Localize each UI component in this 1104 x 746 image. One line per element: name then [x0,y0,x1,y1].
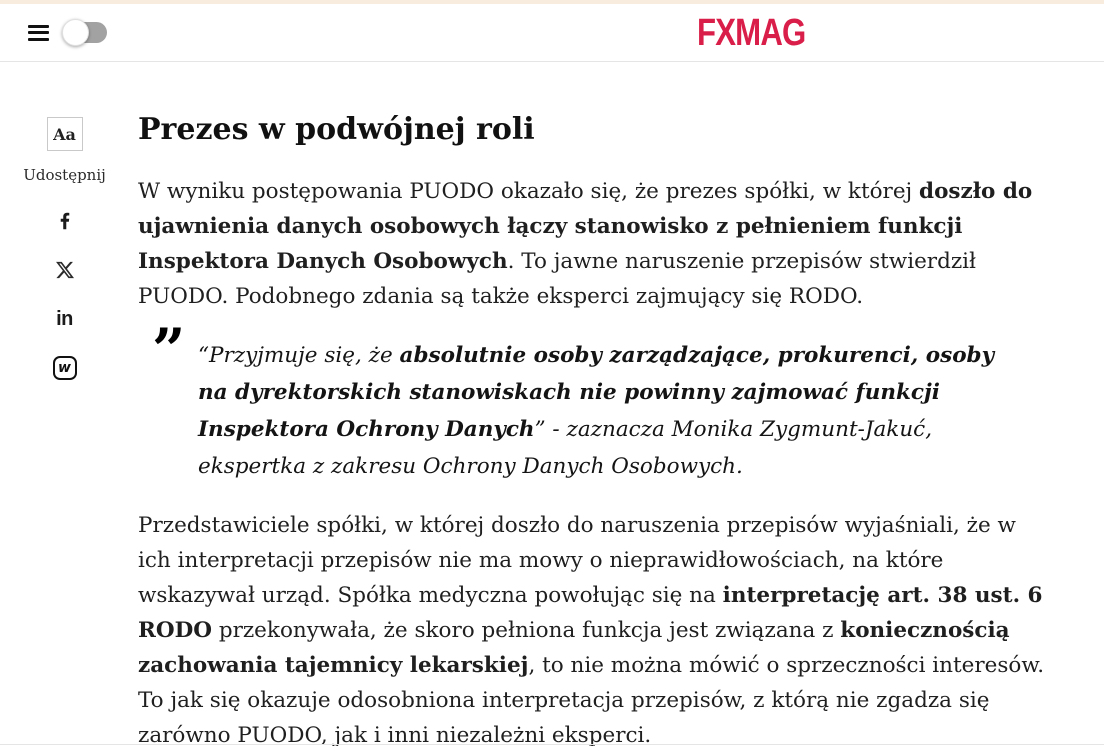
article-title: Prezes w podwójnej roli [138,112,535,147]
facebook-share-icon[interactable] [52,208,78,234]
x-twitter-share-icon[interactable] [52,257,78,283]
article-paragraph-2: Przedstawiciele spółki, w której doszło do naruszenia przepisów wyjaśniali, że w ich interpretacji przepisów nie ma mowy o nieprawidłowościach, na które wskazywał urząd. Spółka medyczna powołując się na interpretację art. 38 ust. 6 RODO przekonywała, że skoro pełniona funkcja jest związana z koniecznością zachowania tajemnicy lekarskiej, to nie można mówić o sprzeczności interesów. To jak się okazuje odosobniona interpretacja przepisów, z którą nie zgadza się zarówno PUODO, jak i inni niezależni eksperci. [138,513,1045,746]
theme-toggle-switch[interactable] [65,22,107,43]
quote-text: “Przyjmuje się, że absolutnie osoby zarządzające, prokurenci, osoby na dyrektorskich stanowiskach nie powinny zajmować funkcji Inspektora Ochrony Danych” - zaznacza Monika Zygmunt-Jakuć, ekspertka z zakresu Ochrony Danych Osobowych. [198,343,995,479]
toggle-knob [62,19,89,46]
linkedin-glyph: in [56,308,73,330]
social-share-buttons [52,208,78,381]
fxmag-logo[interactable]: FXMAG [697,12,806,54]
article [138,112,1048,746]
wykop-share-icon[interactable] [52,355,78,381]
site-header [0,4,1104,62]
share-sidebar [23,117,106,381]
expert-quote [152,316,996,485]
linkedin-share-icon[interactable] [52,306,78,332]
section-divider [0,744,1104,745]
hamburger-menu-icon[interactable] [28,25,49,41]
font-size-button[interactable]: Aa [47,117,83,151]
share-label: Udostępnij [23,166,106,184]
article-paragraph-1: W wyniku postępowania PUODO okazało się, że prezes spółki, w której doszło do ujawnienia danych osobowych łączy stanowisko z pełnieniem funkcji Inspektora Danych Osobowych. To jawne naruszenie przepisów stwierdził PUODO. Podobnego zdania są także eksperci zajmujący się RODO. [138,179,1033,309]
wykop-glyph: w [53,356,77,380]
quote-icon: ” [152,316,186,384]
